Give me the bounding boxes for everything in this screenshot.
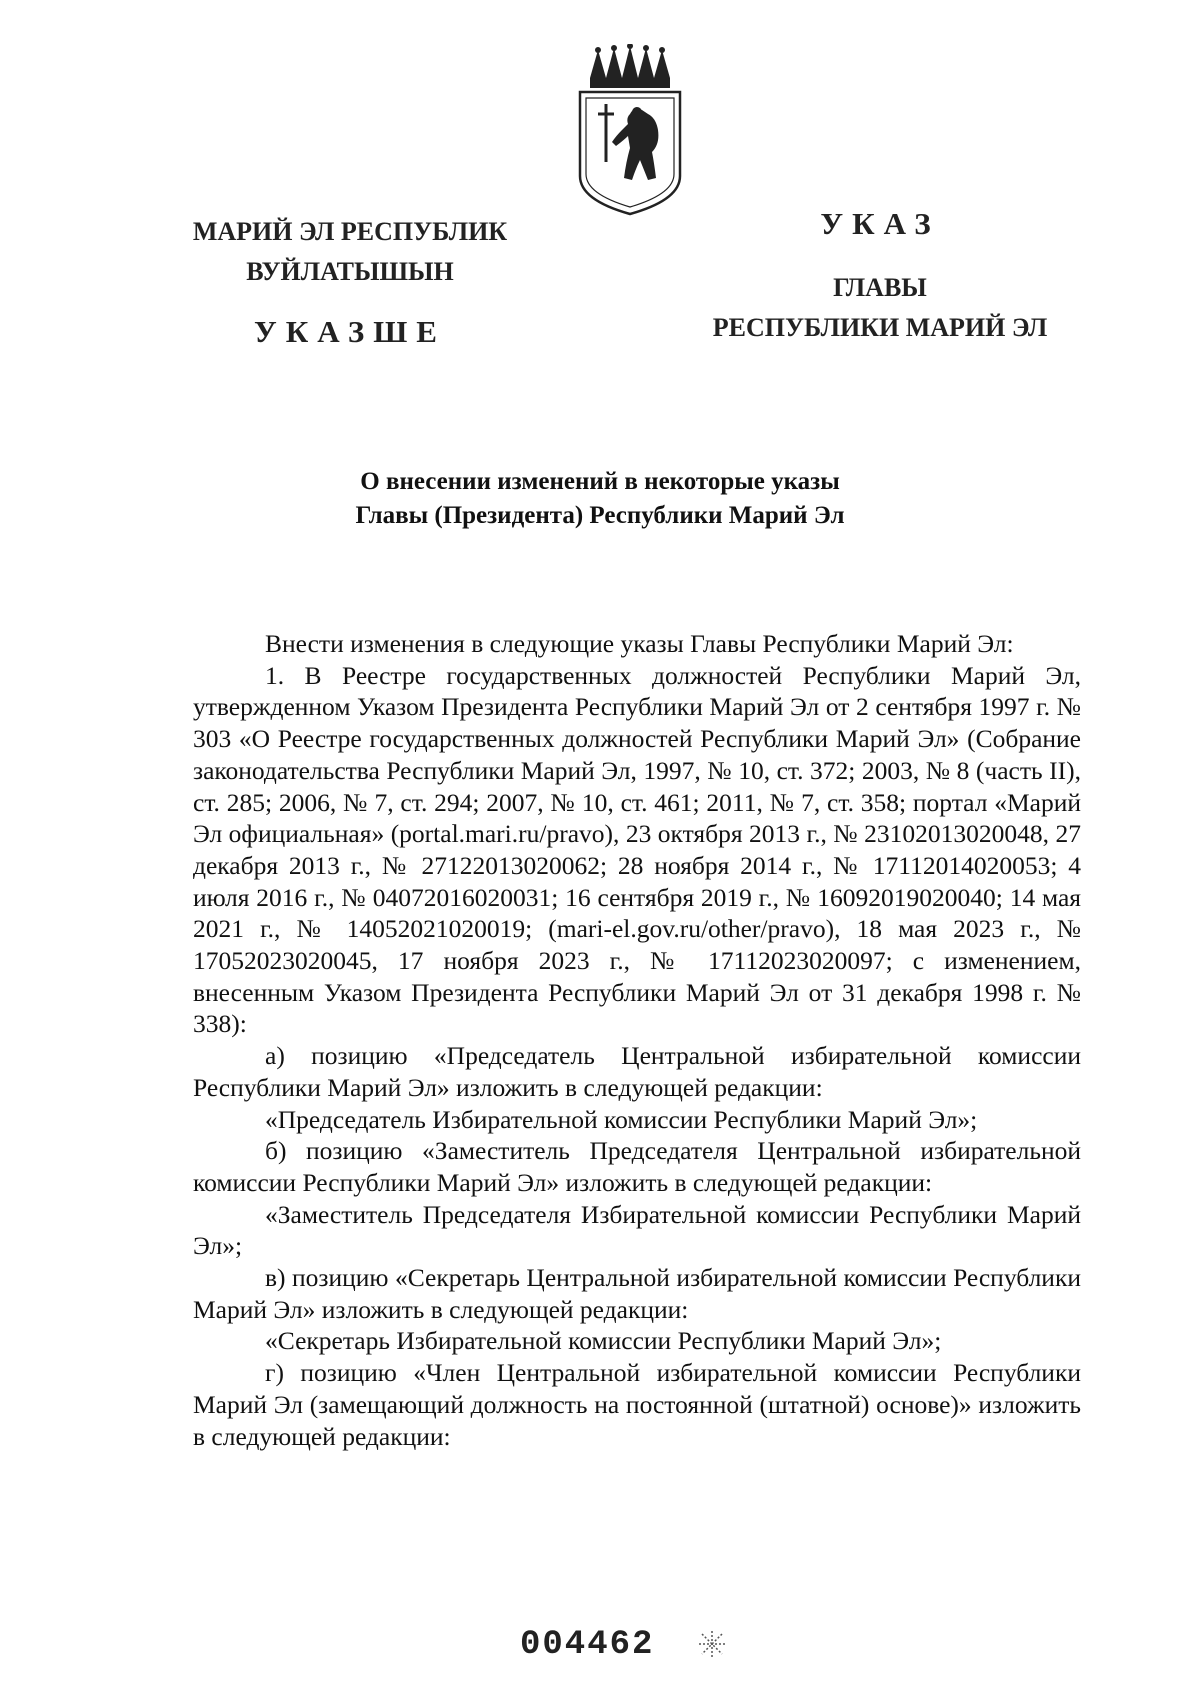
title-line-2: Главы (Президента) Республики Марий Эл bbox=[355, 502, 845, 529]
paragraph-item-b: б) позицию «Заместитель Председателя Центральной избирательной комиссии Республики Марий Эл» изложить в следующей редакции: bbox=[193, 1136, 1081, 1197]
org-name-ru-line1: ГЛАВЫ bbox=[833, 273, 927, 302]
document-body bbox=[193, 628, 1081, 1452]
document-number bbox=[520, 1626, 760, 1664]
header-left bbox=[150, 212, 550, 350]
document-title bbox=[180, 465, 1020, 533]
paragraph-item-v: в) позицию «Секретарь Центральной избирательной комиссии Республики Марий Эл» изложить в следующей редакции: bbox=[193, 1263, 1081, 1324]
title-line-1: О внесении изменений в некоторые указы bbox=[360, 468, 840, 495]
paragraph-intro: Внести изменения в следующие указы Главы Республики Марий Эл: bbox=[265, 629, 1014, 658]
paragraph-item-v-new: «Секретарь Избирательной комиссии Республики Марий Эл»; bbox=[265, 1326, 942, 1356]
org-name-mari-line2: ВУЙЛАТЫШЫН bbox=[246, 257, 454, 286]
paragraph-item-g: г) позицию «Член Центральной избирательной комиссии Республики Марий Эл (замещающий должность на постоянной (штатной) основе)» изложить в следующей редакции: bbox=[193, 1358, 1081, 1451]
paragraph-item-b-new: «Заместитель Председателя Избирательной комиссии Республики Марий Эл»; bbox=[193, 1199, 1081, 1261]
paragraph-item-a-new: «Председатель Избирательной комиссии Республики Марий Эл»; bbox=[265, 1104, 978, 1134]
coat-of-arms-icon bbox=[572, 44, 688, 216]
org-name-mari-line1: МАРИЙ ЭЛ РЕСПУБЛИК bbox=[192, 217, 508, 246]
org-name-ru-line2: РЕСПУБЛИКИ МАРИЙ ЭЛ bbox=[712, 313, 1048, 342]
doc-kind-ru: УКАЗ bbox=[820, 206, 940, 241]
paragraph-item-1: 1. В Реестре государственных должностей Республики Марий Эл, утвержденном Указом Президента Республики Марий Эл от 2 сентября 1997 г. № 303 «О Реестре государственных должностей Республики Марий Эл» (Собрание законодательства Республики Марий Эл, 1997, № 10, ст. 372; 2003, № 8 (часть II), ст. 285; 2006, № 7, ст. 294; 2007, № 10, ст. 461; 2011, № 7, ст. 358; портал «Марий Эл официальная» (portal.mari.ru/pravo), 23 октября 2013 г., № 23102013020048, 27 декабря 2013 г., № 27122013020062; 28 ноября 2014 г., № 17112014020053; 4 июля 2016 г., № 04072016020031; 16 сентября 2019 г., № 16092019020040; 14 мая 2021 г., № 14052021020019; (mari-el.gov.ru/other/pravo), 18 мая 2023 г., № 17052023020045, 17 ноября 2023 г., № 17112023020097; с изменением, внесенным Указом Президента Республики Марий Эл от 31 декабря 1998 г. № 338): bbox=[193, 660, 1081, 1039]
asterisk-ornament-icon bbox=[697, 1629, 727, 1659]
paragraph-item-a: а) позицию «Председатель Центральной избирательной комиссии Республики Марий Эл» изложить в следующей редакции: bbox=[193, 1041, 1081, 1102]
document-number-value: 004462 bbox=[520, 1626, 655, 1664]
doc-kind-mari: УКАЗШЕ bbox=[254, 314, 446, 349]
header-right bbox=[660, 206, 1100, 348]
